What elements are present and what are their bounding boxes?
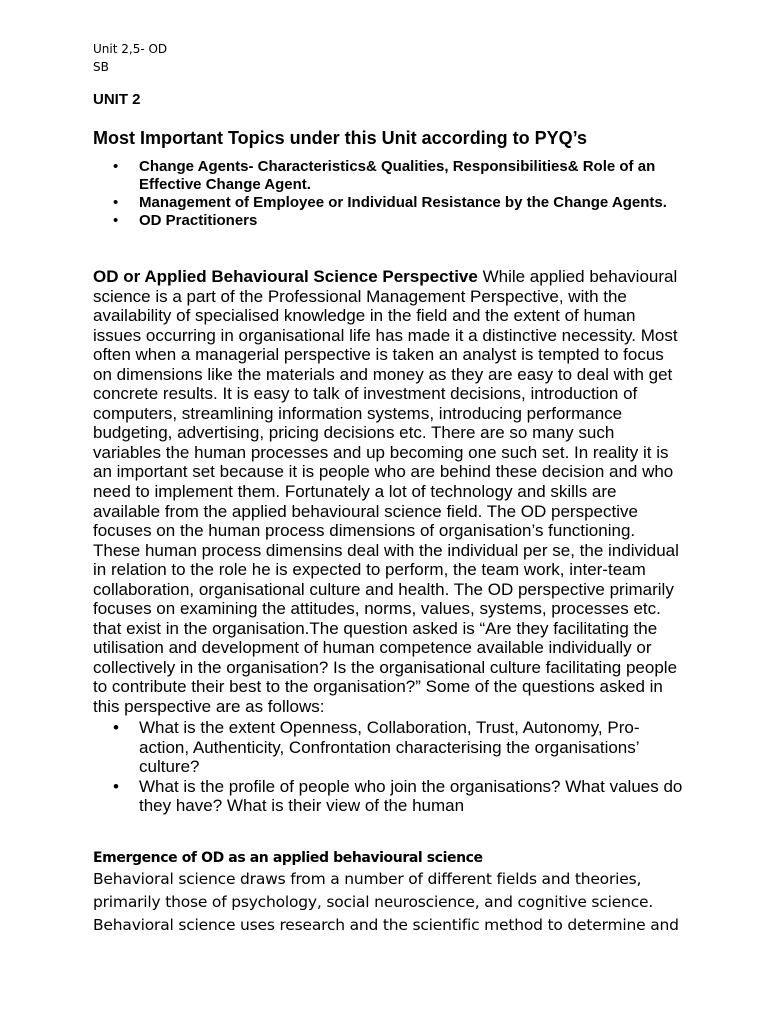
perspective-lead: OD or Applied Behavioural Science Perspective xyxy=(93,267,478,286)
question-item: • What is the profile of people who join the organisations? What values do they have? What is their view of the human xyxy=(93,777,683,816)
topic-item: • Change Agents- Characteristics& Qualities, Responsibilities& Role of an Effective Change Agent. xyxy=(93,158,683,194)
questions-list xyxy=(93,718,683,816)
emergence-heading: Emergence of OD as an applied behavioural science xyxy=(93,850,483,866)
perspective-body: While applied behavioural science is a part of the Professional Management Perspective, with the availability of specialised knowledge in the field and the extent of human issues occurring in organisational life has made it a distinctive necessity. Most often when a managerial perspective is taken an analyst is tempted to focus on dimensions like the materials and money as they are easy to deal with get concrete results. It is easy to talk of investment decisions, introduction of computers, streamlining information systems, introducing performance budgeting, advertising, pricing decisions etc. There are so many such variables the human processes and up becoming one such set. In reality it is an important set because it is people who are behind these decision and who need to implement them. Fortunately a lot of technology and skills are available from the applied behavioural science field. The OD perspective focuses on the human process dimensions of organisation’s functioning. These human process dimensins deal with the individual per se, the individual in relation to the role he is expected to perform, the team work, inter-team collaboration, organisational culture and health. The OD perspective primarily focuses on examining the attitudes, norms, values, systems, processes etc. that exist in the organisation.The question asked is “Are they facilitating the utilisation and development of human competence available individually or collectively in the organisation? Is the organisational culture facilitating people to contribute their best to the organisation?” Some of the questions asked in this perspective are as follows: xyxy=(93,267,679,717)
unit-title: UNIT 2 xyxy=(93,91,141,108)
emergence-paragraph: Behavioral science draws from a number of different fields and theories, primarily those of psychology, social neuroscience, and cognitive science. Behavioral science uses research and the scientific method to determine and xyxy=(93,870,679,934)
topic-item: • Management of Employee or Individual Resistance by the Change Agents. xyxy=(93,194,683,212)
header-line-unit: Unit 2,5- OD xyxy=(93,42,168,56)
document-header xyxy=(93,40,167,76)
question-item: • What is the extent Openness, Collaboration, Trust, Autonomy, Pro-action, Authenticity, Confrontation characterising the organisations’ culture? xyxy=(93,718,683,777)
topics-list xyxy=(93,158,683,230)
topics-heading: Most Important Topics under this Unit according to PYQ’s xyxy=(93,128,588,148)
topic-item: • OD Practitioners xyxy=(93,212,683,230)
header-line-author: SB xyxy=(93,60,109,74)
perspective-paragraph xyxy=(93,267,683,717)
